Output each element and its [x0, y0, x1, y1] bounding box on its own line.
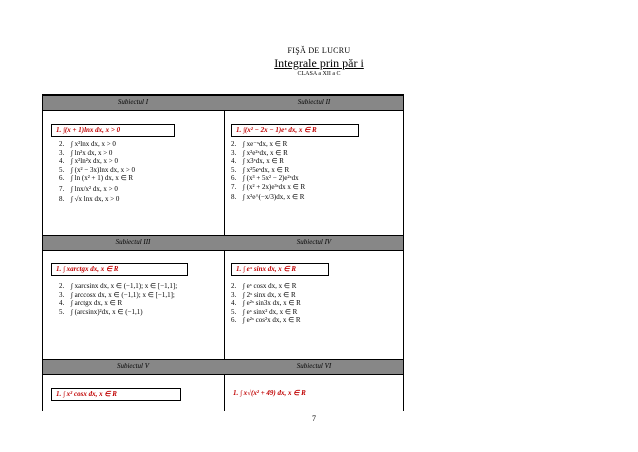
- exercise-item: 2. ∫ x²lnx dx, x > 0: [59, 140, 116, 148]
- exercise-item: 3. ∫ x²e²ˣdx, x ∈ R: [231, 148, 288, 157]
- exercise-3-1: 1. ∫ xarctgx dx, x ∈ R: [56, 265, 119, 273]
- exercise-1-1: 1. ∫(x + 1)lnx dx, x > 0: [56, 126, 121, 134]
- row-header-1: [43, 95, 403, 111]
- class-label: CLASA a XII a C: [297, 71, 341, 77]
- exercise-item: 3. ∫ 2ˣ sinx dx, x ∈ R: [231, 290, 296, 299]
- row-header-3: [43, 359, 403, 375]
- section-title-5: Subiectul V: [116, 362, 150, 370]
- exercise-item: 6. ∫ e²ˣ cos²x dx, x ∈ R: [231, 316, 301, 324]
- exercise-box-4: [231, 263, 329, 276]
- worksheet-label: FIŞĂ DE LUCRU: [287, 46, 351, 55]
- exercise-5-1: 1. ∫ x² cosx dx, x ∈ R: [56, 390, 117, 398]
- exercise-item: 2. ∫ eˣ cosx dx, x ∈ R: [231, 282, 297, 290]
- exercise-item: 2. ∫ xarcsinx dx, x ∈ (−1,1); x ∈ [−1,1];: [59, 282, 178, 290]
- exercise-item: 6. ∫ ln (x² + 1) dx, x ∈ R: [59, 174, 134, 182]
- exercise-list-3: [59, 282, 177, 316]
- section-title-1: Subiectul I: [117, 98, 149, 106]
- exercise-item: 5. ∫ eˣ sinx² dx, x ∈ R: [231, 307, 298, 316]
- section-title-6: Subiectul VI: [296, 362, 332, 370]
- exercise-item: 5. ∫ (x² − 3x)lnx dx, x > 0: [59, 165, 136, 174]
- exercise-2-1: 1. ∫(x² − 2x − 1)eˣ dx, x ∈ R: [236, 126, 317, 134]
- exercise-item: 6. ∫ (x³ + 5x² − 2)e²ˣdx: [231, 174, 299, 182]
- exercise-table: [42, 94, 404, 411]
- section-title-3: Subiectul III: [115, 238, 151, 246]
- section-title-2: Subiectul II: [297, 98, 331, 106]
- exercise-item: 4. ∫ e²ˣ sin3x dx, x ∈ R: [231, 299, 301, 307]
- exercise-list-4: [231, 282, 301, 325]
- exercise-item: 7. ∫ (x² + 2x)e³ˣdx x ∈ R: [231, 182, 306, 191]
- exercise-box-5: [51, 388, 181, 401]
- document-title: Integrale prin păr i: [274, 56, 364, 70]
- page-number: 7: [312, 414, 316, 423]
- exercise-item: 7. ∫ lnx/x² dx, x > 0: [59, 184, 118, 193]
- exercise-list-2: [231, 140, 305, 203]
- row-header-2: [43, 235, 403, 251]
- exercise-item: 5. ∫ x²5eˣdx, x ∈ R: [231, 165, 290, 174]
- exercise-list-1: [59, 140, 135, 203]
- exercise-4-1: 1. ∫ eˣ sinx dx, x ∈ R: [236, 265, 296, 273]
- exercise-item: 4. ∫ x²ln²x dx, x > 0: [59, 157, 119, 165]
- section-title-4: Subiectul IV: [296, 238, 332, 246]
- exercise-6-1: 1. ∫ x√(x² + 49) dx, x ∈ R: [233, 389, 306, 397]
- exercise-item: 4. ∫ x3ˣdx, x ∈ R: [231, 157, 284, 165]
- exercise-item: 3. ∫ ln²x dx, x > 0: [59, 148, 113, 157]
- exercise-item: 3. ∫ arccosx dx, x ∈ (−1,1); x ∈ [−1,1];: [59, 290, 175, 299]
- exercise-box-1: [51, 124, 175, 137]
- exercise-box-2: [231, 124, 359, 137]
- exercise-item: 8. ∫ x²e^(−x/3)dx, x ∈ R: [231, 193, 305, 201]
- exercise-item: 2. ∫ xe⁻ˣdx, x ∈ R: [231, 140, 288, 148]
- exercise-item: 5. ∫ (arcsinx)²dx, x ∈ (−1,1): [59, 307, 143, 316]
- exercise-item: 4. ∫ arctgx dx, x ∈ R: [59, 299, 123, 307]
- exercise-item: 8. ∫ √x lnx dx, x > 0: [59, 194, 120, 203]
- exercise-box-3: [51, 263, 188, 276]
